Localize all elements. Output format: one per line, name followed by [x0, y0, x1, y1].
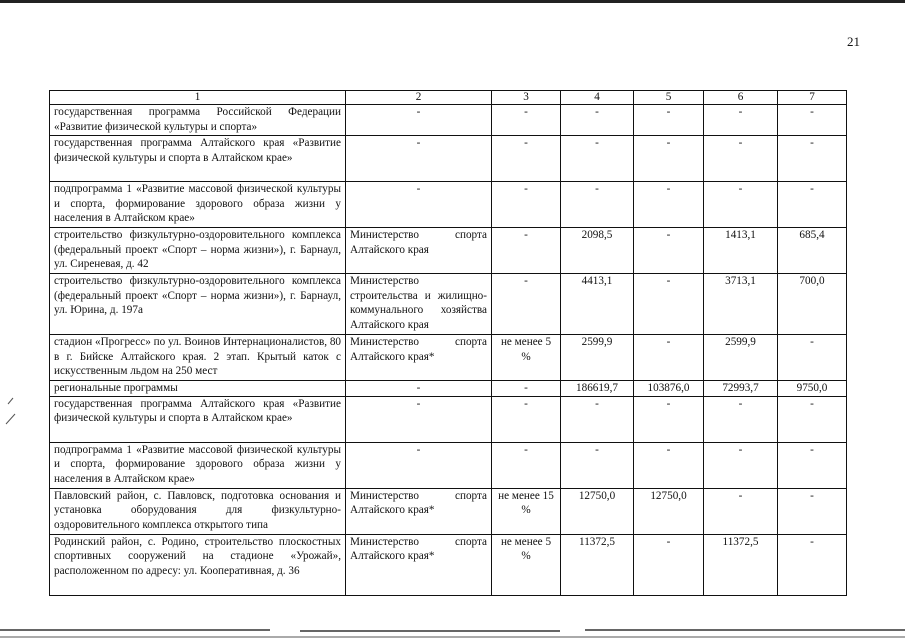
- table-row: [50, 488, 847, 534]
- value-cell: 1413,1: [704, 228, 778, 274]
- value-cell: 72993,7: [704, 381, 778, 397]
- value-cell: -: [492, 442, 561, 488]
- row-name-cell: подпрограмма 1 «Развитие массовой физической культуры и спорта, формирование здорового образа жизни у населения в Алтайском крае»: [50, 182, 346, 228]
- value-cell: 3713,1: [704, 274, 778, 335]
- table-row: [50, 396, 847, 442]
- executor-cell: Министерство спорта Алтайского края*: [346, 534, 492, 595]
- table-row: [50, 442, 847, 488]
- value-cell: -: [561, 136, 634, 182]
- row-name-cell: строительство физкультурно-оздоровительного комплекса (федеральный проект «Спорт – норма жизни»), г. Барнаул, ул. Сиреневая, д. 42: [50, 228, 346, 274]
- bottom-scan-lines: [0, 624, 905, 639]
- executor-cell: -: [346, 105, 492, 136]
- value-cell: -: [778, 335, 847, 381]
- table-row: [50, 105, 847, 136]
- value-cell: -: [704, 396, 778, 442]
- executor-cell: Министерство спорта Алтайского края*: [346, 335, 492, 381]
- value-cell: 11372,5: [561, 534, 634, 595]
- row-name-cell: Родинский район, с. Родино, строительство плоскостных спортивных сооружений на стадионе «Урожай», расположенном по адресу: ул. Кооперативная, д. 36: [50, 534, 346, 595]
- value-cell: -: [561, 396, 634, 442]
- value-cell: -: [634, 228, 704, 274]
- value-cell: 2098,5: [561, 228, 634, 274]
- value-cell: -: [704, 442, 778, 488]
- header-cell: 7: [778, 91, 847, 105]
- value-cell: -: [561, 442, 634, 488]
- value-cell: 9750,0: [778, 381, 847, 397]
- page-number: 21: [847, 34, 860, 49]
- value-cell: -: [704, 105, 778, 136]
- value-cell: 12750,0: [634, 488, 704, 534]
- value-cell: 2599,9: [704, 335, 778, 381]
- value-cell: -: [492, 136, 561, 182]
- value-cell: 186619,7: [561, 381, 634, 397]
- value-cell: -: [634, 396, 704, 442]
- value-cell: не менее 5 %: [492, 534, 561, 595]
- row-name-cell: подпрограмма 1 «Развитие массовой физической культуры и спорта, формирование здорового образа жизни у населения в Алтайском крае»: [50, 442, 346, 488]
- value-cell: -: [634, 335, 704, 381]
- value-cell: 4413,1: [561, 274, 634, 335]
- row-name-cell: Павловский район, с. Павловск, подготовка основания и установка оборудования для физкультурно-оздоровительного комплекса открытого типа: [50, 488, 346, 534]
- value-cell: -: [778, 182, 847, 228]
- row-name-cell: стадион «Прогресс» по ул. Воинов Интернационалистов, 80 в г. Бийске Алтайского края. 2 этап. Крытый каток с искусственным льдом на 250 мест: [50, 335, 346, 381]
- header-cell: 3: [492, 91, 561, 105]
- value-cell: 685,4: [778, 228, 847, 274]
- value-cell: -: [492, 105, 561, 136]
- value-cell: -: [561, 182, 634, 228]
- table-row: [50, 534, 847, 595]
- value-cell: -: [492, 182, 561, 228]
- value-cell: не менее 15 %: [492, 488, 561, 534]
- table-row: [50, 274, 847, 335]
- row-name-cell: региональные программы: [50, 381, 346, 397]
- value-cell: 103876,0: [634, 381, 704, 397]
- value-cell: -: [778, 105, 847, 136]
- header-cell: 1: [50, 91, 346, 105]
- value-cell: -: [704, 488, 778, 534]
- value-cell: 11372,5: [704, 534, 778, 595]
- value-cell: 700,0: [778, 274, 847, 335]
- value-cell: -: [778, 136, 847, 182]
- top-border-line: [0, 0, 905, 3]
- table-row: [50, 335, 847, 381]
- header-cell: 5: [634, 91, 704, 105]
- executor-cell: -: [346, 182, 492, 228]
- value-cell: -: [634, 105, 704, 136]
- executor-cell: Министерство спорта Алтайского края*: [346, 488, 492, 534]
- value-cell: -: [704, 182, 778, 228]
- value-cell: -: [492, 228, 561, 274]
- header-row: [50, 91, 847, 105]
- row-name-cell: государственная программа Алтайского края «Развитие физической культуры и спорта в Алтайском крае»: [50, 396, 346, 442]
- value-cell: -: [492, 381, 561, 397]
- value-cell: 2599,9: [561, 335, 634, 381]
- table-row: [50, 182, 847, 228]
- value-cell: -: [634, 136, 704, 182]
- margin-marks: [4, 396, 16, 426]
- executor-cell: Министерство строительства и жилищно-коммунального хозяйства Алтайского края: [346, 274, 492, 335]
- executor-cell: -: [346, 396, 492, 442]
- value-cell: -: [778, 442, 847, 488]
- table-row: [50, 136, 847, 182]
- budget-table: [49, 90, 847, 596]
- value-cell: -: [778, 396, 847, 442]
- value-cell: -: [778, 534, 847, 595]
- value-cell: -: [634, 534, 704, 595]
- value-cell: не менее 5 %: [492, 335, 561, 381]
- executor-cell: -: [346, 381, 492, 397]
- header-cell: 4: [561, 91, 634, 105]
- table-row: [50, 381, 847, 397]
- row-name-cell: государственная программа Российской Федерации «Развитие физической культуры и спорта»: [50, 105, 346, 136]
- value-cell: -: [704, 136, 778, 182]
- executor-cell: Министерство спорта Алтайского края: [346, 228, 492, 274]
- header-cell: 2: [346, 91, 492, 105]
- value-cell: -: [561, 105, 634, 136]
- value-cell: -: [778, 488, 847, 534]
- value-cell: -: [492, 274, 561, 335]
- row-name-cell: строительство физкультурно-оздоровительного комплекса (федеральный проект «Спорт – норма жизни»), г. Барнаул, ул. Юрина, д. 197а: [50, 274, 346, 335]
- value-cell: 12750,0: [561, 488, 634, 534]
- header-cell: 6: [704, 91, 778, 105]
- value-cell: -: [634, 274, 704, 335]
- value-cell: -: [634, 442, 704, 488]
- value-cell: -: [634, 182, 704, 228]
- row-name-cell: государственная программа Алтайского края «Развитие физической культуры и спорта в Алтайском крае»: [50, 136, 346, 182]
- executor-cell: -: [346, 136, 492, 182]
- table-row: [50, 228, 847, 274]
- value-cell: -: [492, 396, 561, 442]
- executor-cell: -: [346, 442, 492, 488]
